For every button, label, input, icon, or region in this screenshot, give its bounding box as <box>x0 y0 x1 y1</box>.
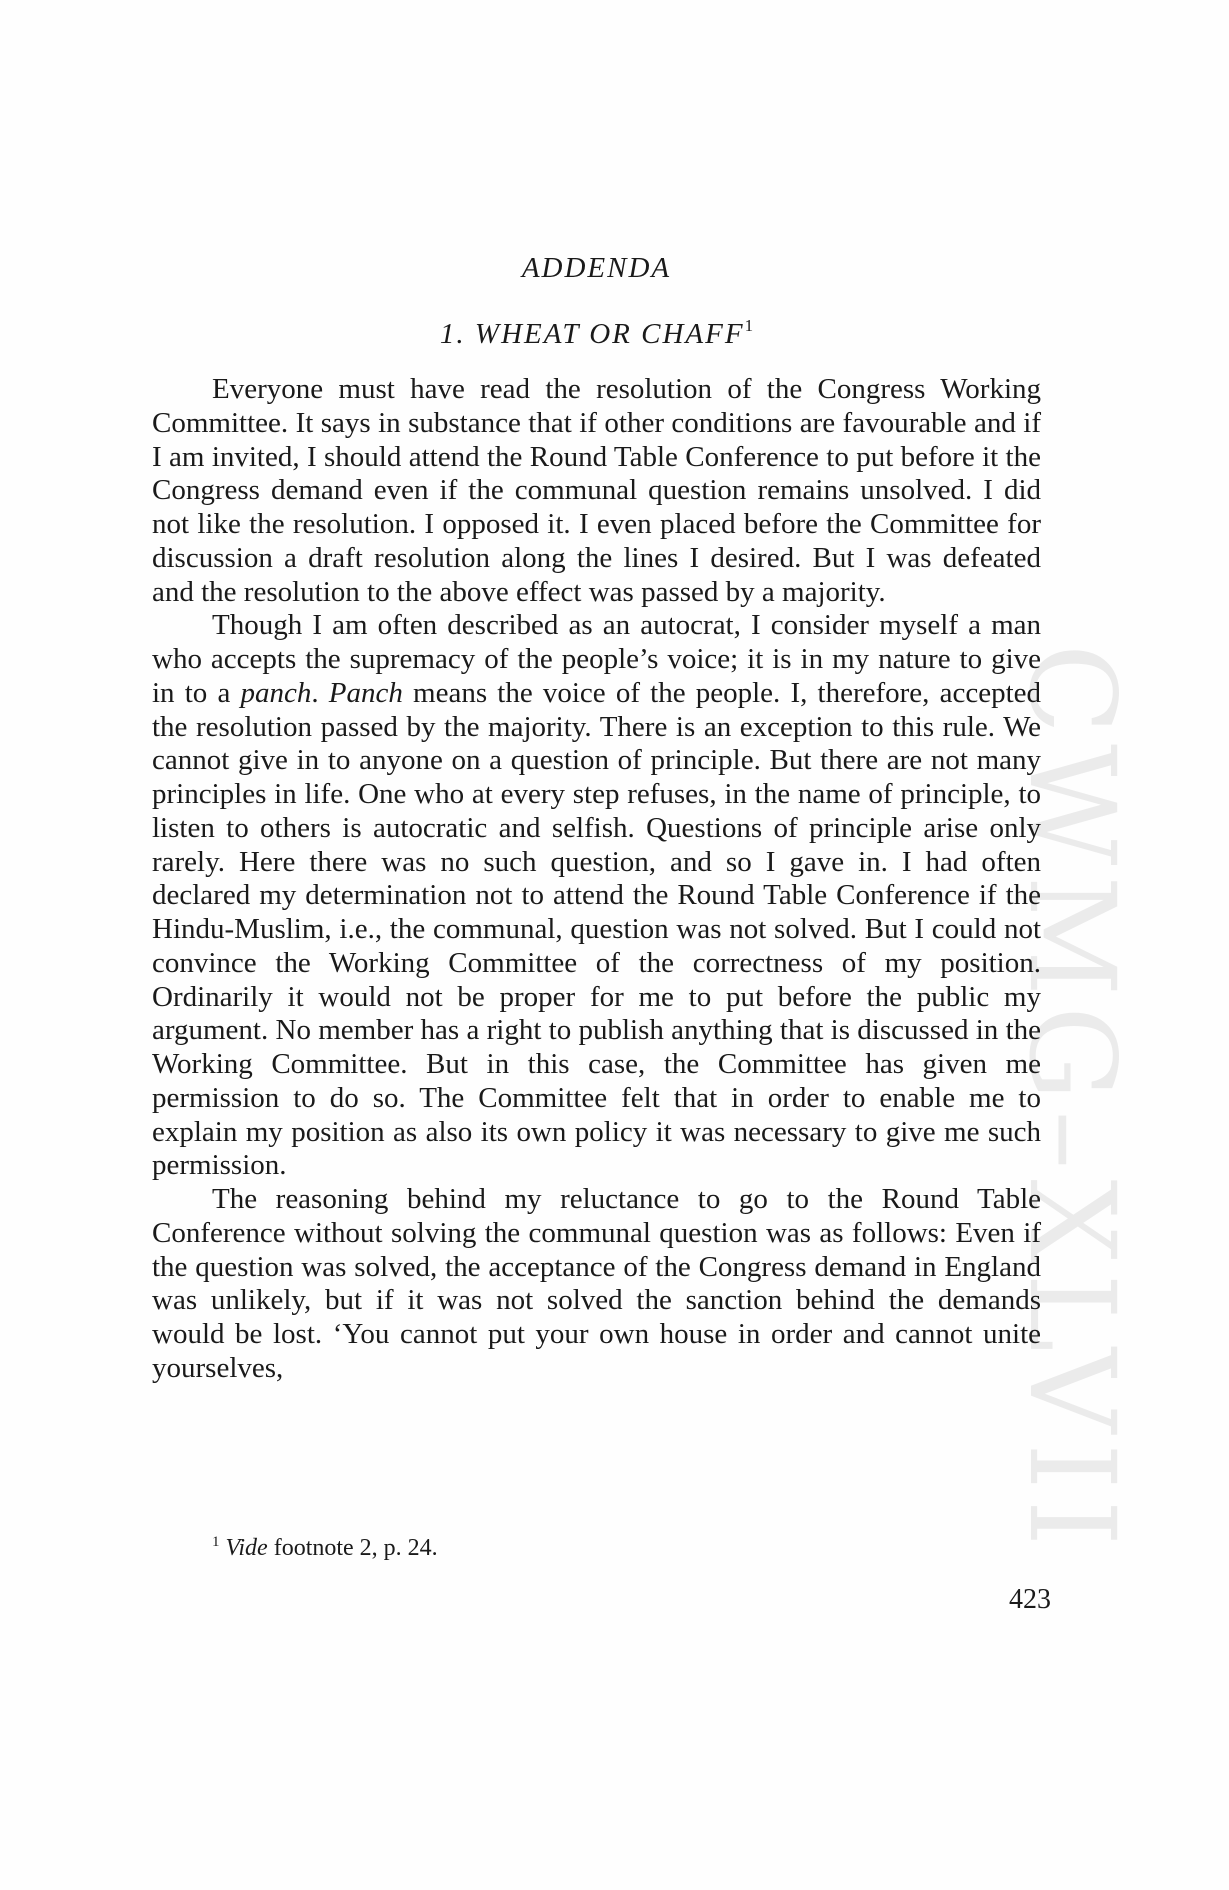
section-heading: ADDENDA <box>521 252 672 284</box>
article-body <box>152 373 1041 1386</box>
text-run: . <box>311 676 329 709</box>
italic-term: Panch <box>328 676 403 709</box>
text-run: The reasoning behind my reluctance to go to the Round Table Conference without solving the communal question was as follows: Even if the question was solved, the acceptance of the Congress demand in England was unlikely, but if it was not solved the sanction behind the demands would be lost. ‘You cannot put your own house in order and cannot unite yourselves, <box>152 1183 1041 1384</box>
article-title-text: 1. WHEAT OR CHAFF <box>439 318 745 350</box>
article-title <box>152 318 1041 351</box>
footnote <box>212 1535 438 1562</box>
watermark: CWMG–XLVII <box>1003 643 1141 1557</box>
paragraph <box>152 609 1041 1183</box>
footnote-reference: 1 <box>744 316 754 335</box>
text-run: Though I am often described as an autocrat, I consider myself a man who accepts the supremacy of the people’s voice; it is in my nature to give in to a <box>152 609 1041 709</box>
text-run: Everyone must have read the resolution of the Congress Working Committee. It says in substance that if other conditions are favourable and if I am invited, I should attend the Round Table Conference to put before it the Congress demand even if the communal question remains unsolved. I did not like the resolution. I opposed it. I even placed before the Committee for discussion a draft resolution along the lines I desired. But I was defeated and the resolution to the above effect was passed by a majority. <box>152 373 1041 608</box>
page-number: 423 <box>1009 1584 1051 1615</box>
paragraph <box>152 373 1041 609</box>
footnote-italic: Vide <box>225 1535 268 1561</box>
footnote-text: footnote 2, p. 24. <box>267 1535 438 1561</box>
footnote-marker: 1 <box>212 1534 220 1550</box>
italic-term: panch <box>240 676 312 709</box>
paragraph <box>152 1183 1041 1386</box>
text-run: means the voice of the people. I, therefore, accepted the resolution passed by the majority. There is an exception to this rule. We cannot give in to anyone on a question of principle. But there are not many principles in life. One who at every step refuses, in the name of principle, to listen to others is autocratic and selfish. Questions of principle arise only rarely. Here there was no such question, and so I gave in. I had often declared my determination not to attend the Round Table Conference if the Hindu-Muslim, i.e., the communal, question was not solved. But I could not convince the Working Committee of the correctness of my position. Ordinarily it would not be proper for me to put before the public my argument. No member has a right to publish anything that is discussed in the Working Committee. But in this case, the Committee has given me permission to do so. The Committee felt that in order to enable me to explain my position as also its own policy it was necessary to give me such permission. <box>152 676 1042 1182</box>
